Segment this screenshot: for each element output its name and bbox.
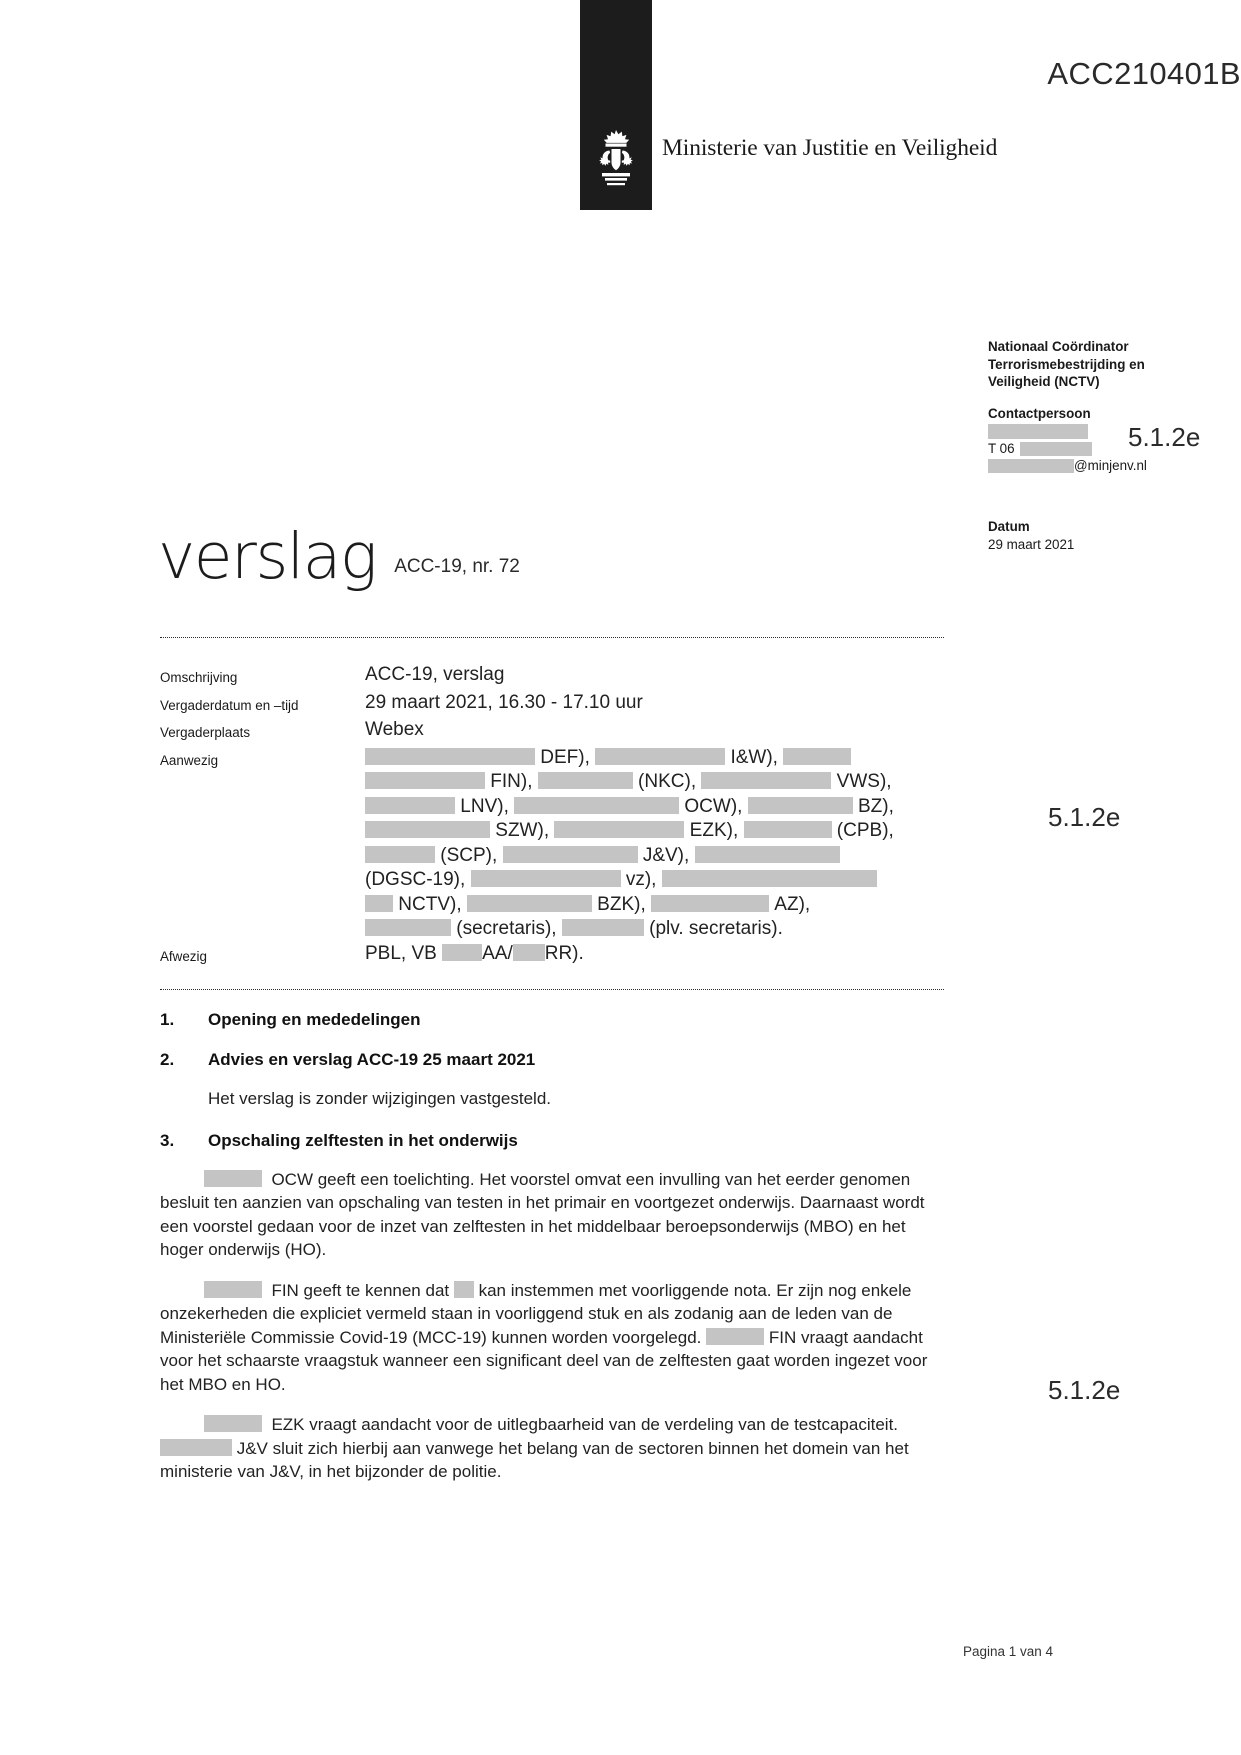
redaction-block [538,772,633,789]
page-footer: Pagina 1 van 4 [963,1644,1054,1659]
redaction-block [554,821,684,838]
date-value: 29 maart 2021 [988,537,1075,552]
redaction-block [706,1328,764,1345]
section-heading-3 [160,1131,950,1151]
row-value: 29 maart 2021, 16.30 - 17.10 uur [365,691,643,713]
phone-prefix: T 06 [988,440,1015,456]
attendee-line: (secretaris), (plv. secretaris). [365,917,950,942]
attendee-line: NCTV), BZK), AZ), [365,893,950,918]
redaction-block [365,846,435,863]
redaction-block [503,846,638,863]
row-label: Vergaderplaats [160,725,251,740]
redaction-block [662,870,877,887]
divider-bottom [160,989,944,990]
attendees-value [365,746,950,942]
redaction-block [442,944,482,961]
redaction-code-attendees: 5.1.2e [1048,802,1121,832]
contact-name-row [988,422,1241,440]
redaction-block [160,1439,232,1456]
redaction-block [695,846,840,863]
redaction-block [748,797,853,814]
row-value: Webex [365,719,424,740]
ministry-name: Ministerie van Justitie en Veiligheid [662,135,998,161]
redaction-block [365,895,393,912]
section-paragraph: Het verslag is zonder wijzigingen vastgesteld. [208,1089,552,1108]
redaction-block [988,424,1088,439]
details-table [160,663,950,969]
contact-label: Contactpersoon [988,405,1091,421]
redaction-code-contact: 5.1.2e [1128,422,1201,452]
organisation-line-1: Nationaal Coördinator [988,339,1129,354]
absentees-value: PBL, VB AA/ RR). [365,942,584,964]
attendee-line: FIN), (NKC), VWS), [365,770,950,795]
section-title: Opening en mededelingen [208,1010,421,1029]
section-title: Advies en verslag ACC-19 25 maart 2021 [208,1050,536,1069]
section-number: 2. [160,1050,175,1069]
redaction-block [204,1170,262,1187]
table-row [160,691,950,719]
section-paragraph-fin: FIN geeft te kennen dat kan instemmen met voorliggende nota. Er zijn nog enkele onzekerheden die expliciet vermeld staan in voorliggend stuk en als zodanig aan de leden van de Ministeriële Commissie Covid-19 (MCC-19) kunnen worden voorgelegd. FIN vraagt aandacht voor het schaarste vraagstuk wanneer een significant deel van de zelftesten gaat worden ingezet voor het MBO en HO. [160,1280,928,1394]
attendee-line: LNV), OCW), BZ), [365,795,950,820]
redaction-block [365,772,485,789]
section-number: 1. [160,1010,175,1029]
section-heading-2 [160,1050,950,1070]
organisation-line-3: Veiligheid (NCTV) [988,374,1100,389]
redaction-block [562,919,644,936]
section-heading-1 [160,1010,950,1030]
document-code: ACC210401B [1047,56,1241,91]
absentees-label: Afwezig [160,948,207,964]
section-title: Opschaling zelftesten in het onderwijs [208,1130,518,1150]
row-label: Vergaderdatum en –tijd [160,697,299,713]
attendee-line: DEF), I&W), [365,746,950,771]
row-label: Omschrijving [160,670,238,685]
date-block [988,518,1074,554]
organisation-block [988,338,1241,391]
redaction-block [783,748,851,765]
redaction-block [454,1281,474,1298]
contact-block [988,405,1241,475]
attendees-row [160,746,950,942]
page-title-sub: ACC-19, nr. 72 [394,556,520,577]
section-number: 3. [160,1130,175,1150]
attendees-label: Aanwezig [160,752,219,768]
table-row [160,718,950,746]
divider-top [160,637,944,638]
redaction-block [514,797,679,814]
section-paragraph-ezk: EZK vraagt aandacht voor de uitlegbaarheid van de verdeling van de testcapaciteit. J&V sluit zich hierbij aan vanwege het belang van de sectoren binnen het domein van het ministerie van J&V, in het bijzonder de politie. [160,1415,909,1481]
organisation-line-2: Terrorismebestrijding en [988,356,1145,372]
redaction-block [365,748,535,765]
redaction-block [701,772,831,789]
attendee-line: (DGSC-19), vz), [365,868,950,893]
redaction-block [651,895,769,912]
row-value: ACC-19, verslag [365,664,505,685]
attendee-line: SZW), EZK), (CPB), [365,819,950,844]
redaction-block [365,821,490,838]
page-title-main: verslag [158,520,377,593]
paragraph-text: OCW geeft een toelichting. Het voorstel omvat een invulling van het eerder genomen besluit ten aanzien van opschaling van testen in het primair en voortgezet onderwijs. Daarnaast wordt een voorstel gedaan voor de inzet van zelftesten in het middelbaar beroepsonderwijs (MBO) en het hoger onderwijs (HO). [160,1169,925,1259]
contact-phone-row [988,440,1241,458]
page-title [158,520,520,593]
email-domain: @minjenv.nl [1074,458,1147,473]
redaction-block [467,895,592,912]
section-paragraph-ocw [160,1168,950,1262]
attendee-line: (SCP), J&V), [365,844,950,869]
redaction-block [365,919,451,936]
redaction-block [988,459,1074,473]
redaction-block [204,1281,262,1298]
redaction-block [204,1415,262,1432]
date-label: Datum [988,519,1030,534]
absentees-row [160,942,950,970]
redaction-block [595,748,725,765]
redaction-block [1020,442,1092,456]
redaction-block [365,797,455,814]
document-body [160,1010,950,1484]
redaction-block [513,944,545,961]
netherlands-coat-of-arms-icon [592,128,640,190]
meta-column [988,338,1241,489]
redaction-code-body: 5.1.2e [1048,1375,1121,1405]
redaction-block [744,821,832,838]
contact-email-row [988,457,1241,475]
table-row [160,663,950,691]
redaction-block [471,870,621,887]
